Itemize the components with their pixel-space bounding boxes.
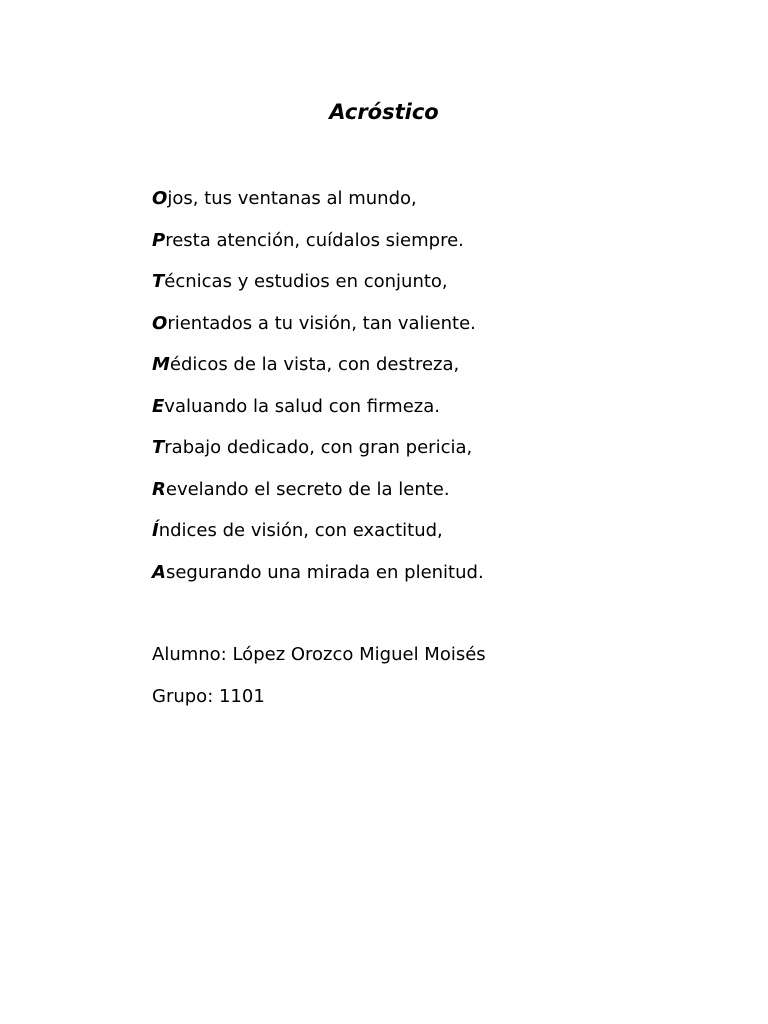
poem-line-text: édicos de la vista, con destreza, xyxy=(169,354,460,375)
poem-line xyxy=(152,516,732,546)
student-name: Alumno: López Orozco Miguel Moisés xyxy=(152,644,486,665)
poem-line-initial: M xyxy=(152,354,170,375)
poem-line-text: ndices de visión, con exactitud, xyxy=(158,520,443,541)
poem-line xyxy=(152,392,732,422)
poem-line-text: segurando una mirada en plenitud. xyxy=(165,561,484,583)
poem-line-initial: Í xyxy=(152,520,159,541)
poem-line-initial: A xyxy=(152,561,166,583)
poem-line xyxy=(152,226,732,256)
acrostic-poem xyxy=(152,184,732,599)
poem-line-initial: O xyxy=(152,312,168,334)
poem-line-text: resta atención, cuídalos siempre. xyxy=(165,229,464,251)
poem-line xyxy=(152,184,732,214)
poem-line-text: evelando el secreto de la lente. xyxy=(165,478,450,500)
poem-line xyxy=(152,558,732,588)
student-info xyxy=(152,640,732,723)
poem-line-initial: R xyxy=(152,478,166,500)
document-title: Acróstico xyxy=(329,100,439,124)
poem-line xyxy=(152,309,732,339)
poem-line-text: écnicas y estudios en conjunto, xyxy=(164,271,448,292)
poem-line xyxy=(152,475,732,505)
poem-line-initial: E xyxy=(152,395,165,417)
poem-line-text: rientados a tu visión, tan valiente. xyxy=(167,312,476,334)
poem-line-initial: P xyxy=(152,229,166,251)
poem-line-text: valuando la salud con firmeza. xyxy=(164,395,440,417)
poem-line-text: rabajo dedicado, con gran pericia, xyxy=(164,437,473,458)
poem-line-initial: O xyxy=(152,188,168,209)
poem-line xyxy=(152,350,732,380)
poem-line xyxy=(152,433,732,463)
poem-line xyxy=(152,267,732,297)
poem-line-initial: T xyxy=(152,271,165,292)
poem-line-initial: T xyxy=(152,437,165,458)
student-group: Grupo: 1101 xyxy=(152,685,265,707)
poem-line-text: jos, tus ventanas al mundo, xyxy=(167,188,417,209)
